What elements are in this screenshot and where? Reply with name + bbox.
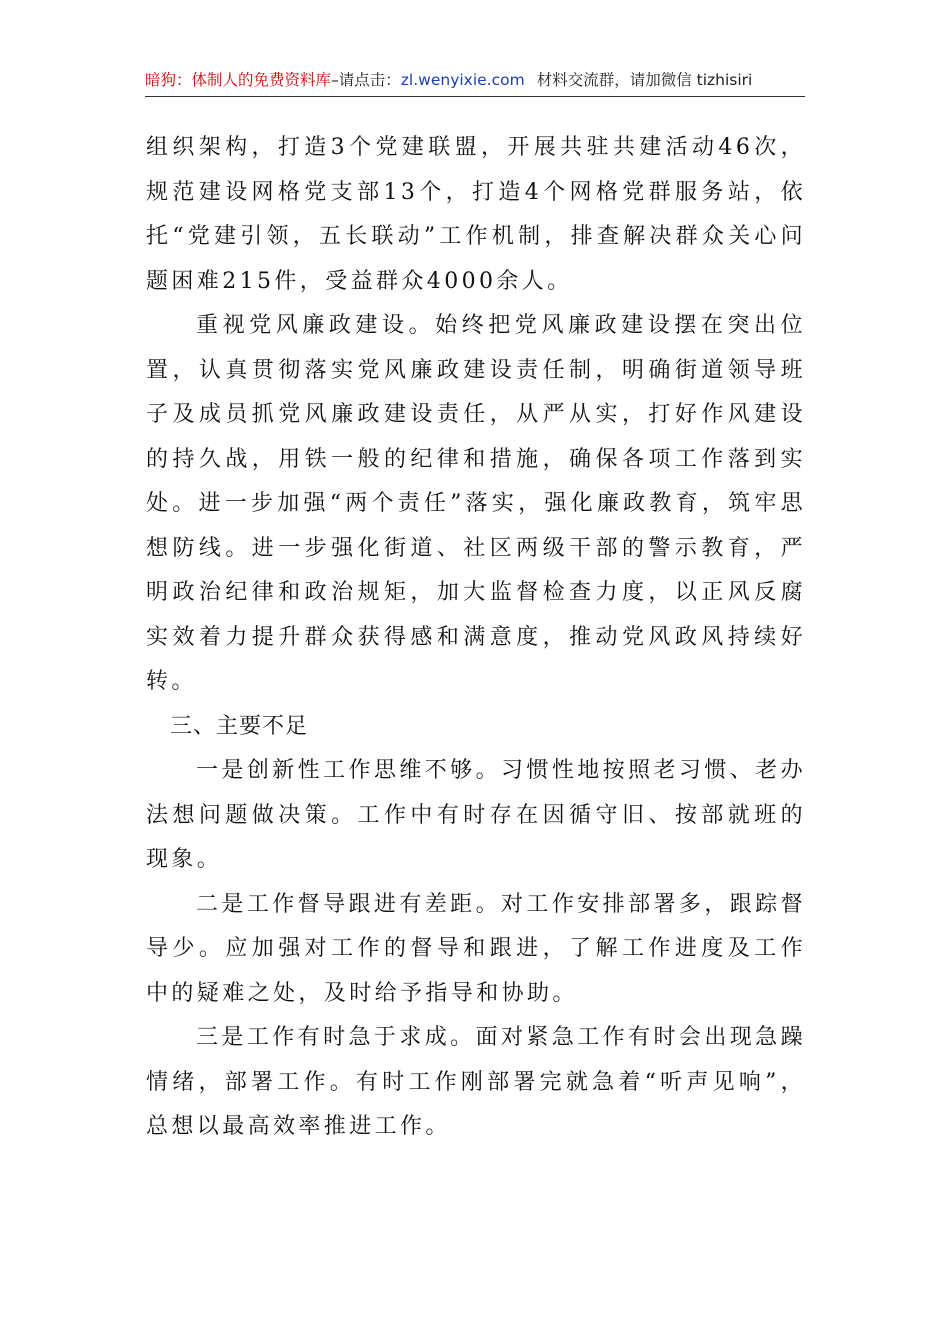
header-url-link[interactable]: zl.wenyixie.com [400, 71, 525, 89]
paragraph-shortcoming-3: 三是工作有时急于求成。面对紧急工作有时会出现急躁情绪，部署工作。有时工作刚部署完就急着“听声见响”，总想以最高效率推进工作。 [146, 1025, 806, 1139]
page-header [145, 66, 805, 94]
section-heading: 三、主要不足 [170, 713, 309, 739]
header-brand: 暗狗：体制人的免费资料库 [145, 71, 332, 89]
header-divider [145, 96, 805, 97]
paragraph-party-integrity: 重视党风廉政建设。始终把党风廉政建设摆在突出位置，认真贯彻落实党风廉政建设责任制，明确街道领导班子及成员抓党风廉政建设责任，从严从实，打好作风建设的持久战，用铁一般的纪律和措施，确保各项工作落到实处。进一步加强“两个责任”落实，强化廉政教育，筑牢思想防线。进一步强化街道、社区两级干部的警示教育，严明政治纪律和政治规矩，加大监督检查力度，以正风反腐实效着力提升群众获得感和满意度，推动党风政风持续好转。 [146, 313, 806, 694]
header-group-note: 材料交流群，请加微信 tizhisiri [536, 71, 753, 89]
header-click-prompt: –请点击： [331, 71, 401, 89]
paragraph-shortcoming-1: 一是创新性工作思维不够。习惯性地按照老习惯、老办法想问题做决策。工作中有时存在因循守旧、按部就班的现象。 [146, 758, 806, 872]
document-body [146, 126, 806, 1150]
paragraph-shortcoming-2: 二是工作督导跟进有差距。对工作安排部署多，跟踪督导少。应加强对工作的督导和跟进，了解工作进度及工作中的疑难之处，及时给予指导和协助。 [146, 891, 806, 1006]
paragraph-continuation: 组织架构，打造3个党建联盟，开展共驻共建活动46次，规范建设网格党支部13个，打造4个网格党群服务站，依托“党建引领，五长联动”工作机制，排查解决群众关心问题困难215件，受益群众4000余人。 [146, 135, 806, 294]
